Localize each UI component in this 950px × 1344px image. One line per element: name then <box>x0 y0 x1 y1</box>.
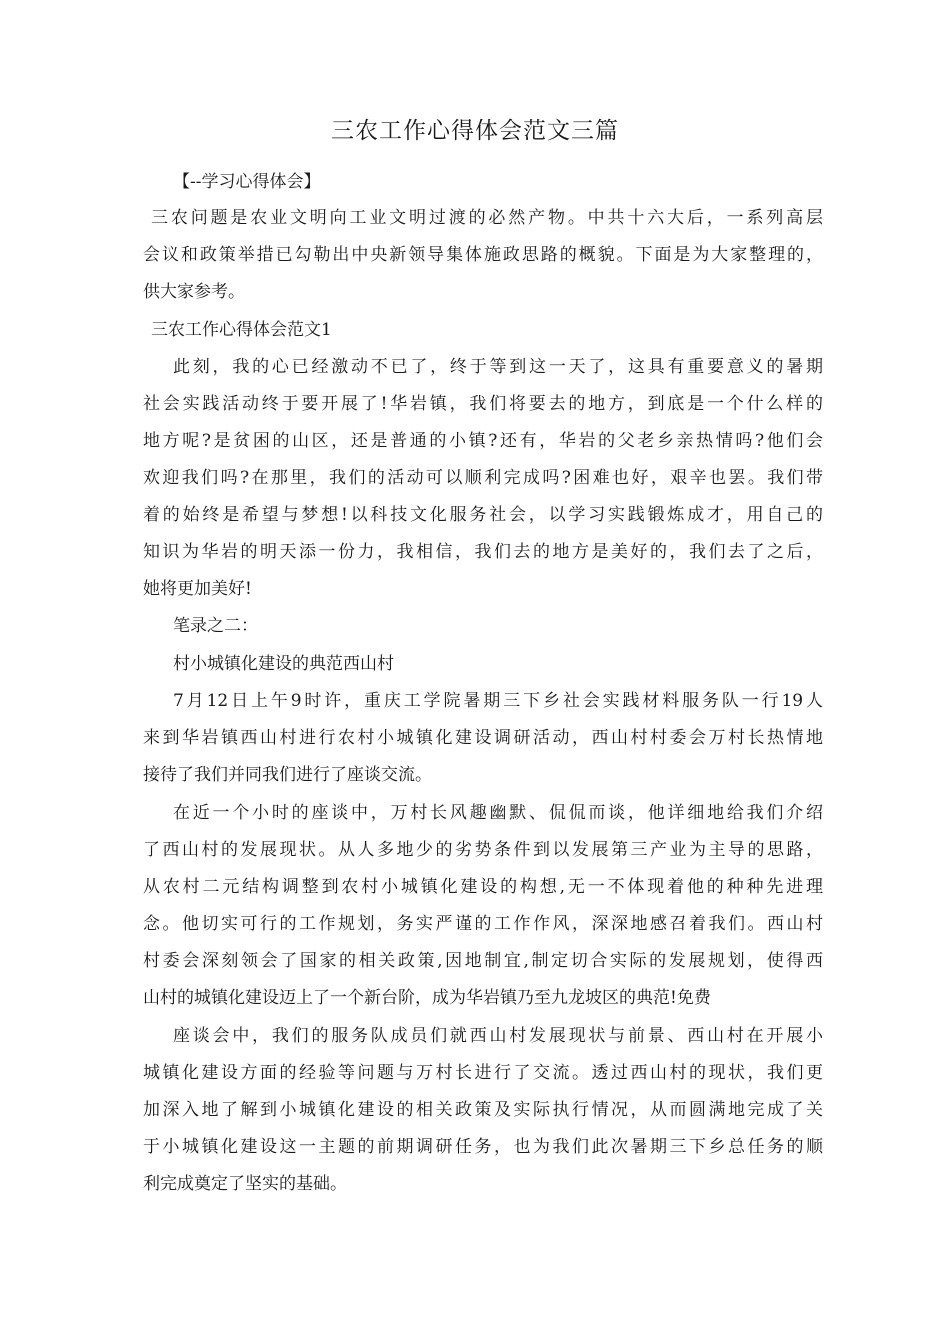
subheading: 村小城镇化建设的典范西山村 <box>173 654 394 674</box>
paragraph-line: 念。他切实可行的工作规划，务实严谨的工作作风，深深地感召着我们。西山村 <box>143 914 823 934</box>
paragraph-line: 在近一个小时的座谈中，万村长风趣幽默、侃侃而谈，他详细地给我们介绍 <box>173 803 823 823</box>
paragraph-line: 欢迎我们吗?在那里，我们的活动可以顺利完成吗?困难也好，艰辛也罢。我们带 <box>143 468 823 488</box>
paragraph-line: 利完成奠定了坚实的基础。 <box>143 1174 347 1194</box>
intro-line: 会议和政策举措已勾勒出中央新领导集体施政思路的概貌。下面是为大家整理的， <box>143 245 823 265</box>
paragraph-line: 着的始终是希望与梦想!以科技文化服务社会，以学习实践锻炼成才，用自己的 <box>143 505 823 525</box>
intro-line: 供大家参考。 <box>143 282 245 302</box>
paragraph-line: 于小城镇化建设这一主题的前期调研任务，也为我们此次暑期三下乡总任务的顺 <box>143 1137 823 1157</box>
paragraph-line: 了西山村的发展现状。从人多地少的劣势条件到以发展第三产业为主导的思路， <box>143 840 823 860</box>
intro-line: 三农问题是农业文明向工业文明过渡的必然产物。中共十六大后，一系列高层 <box>151 208 823 228</box>
paragraph-line: 座谈会中，我们的服务队成员们就西山村发展现状与前景、西山村在开展小 <box>173 1026 823 1046</box>
paragraph-line: 地方呢?是贫困的山区，还是普通的小镇?还有，华岩的父老乡亲热情吗?他们会 <box>143 431 823 451</box>
paragraph-line: 城镇化建设方面的经验等问题与万村长进行了交流。透过西山村的现状，我们更 <box>143 1063 823 1083</box>
paragraph-line: 社会实践活动终于要开展了!华岩镇，我们将要去的地方，到底是一个什么样的 <box>143 394 823 414</box>
paragraph-line: 知识为华岩的明天添一份力，我相信，我们去的地方是美好的，我们去了之后， <box>143 542 823 562</box>
notes-label: 笔录之二： <box>173 616 258 636</box>
paragraph-line: 来到华岩镇西山村进行农村小城镇化建设调研活动，西山村村委会万村长热情地 <box>143 728 823 748</box>
paragraph-line: 此刻，我的心已经激动不已了，终于等到这一天了，这具有重要意义的暑期 <box>173 357 823 377</box>
section-heading: 三农工作心得体会范文1 <box>151 320 332 340</box>
paragraph-line: 接待了我们并同我们进行了座谈交流。 <box>143 765 432 785</box>
category-tag: 【--学习心得体会】 <box>173 172 321 192</box>
paragraph-line: 山村的城镇化建设迈上了一个新台阶，成为华岩镇乃至九龙坡区的典范!免费 <box>143 988 711 1008</box>
paragraph-line: 村委会深刻领会了国家的相关政策,因地制宜,制定切合实际的发展规划，使得西 <box>143 951 823 971</box>
paragraph-line: 她将更加美好! <box>143 579 252 599</box>
paragraph-line: 7月12日上午9时许，重庆工学院暑期三下乡社会实践材料服务队一行19人 <box>173 691 823 711</box>
paragraph-line: 从农村二元结构调整到农村小城镇化建设的构想,无一不体现着他的种种先进理 <box>143 877 823 897</box>
document-title: 三农工作心得体会范文三篇 <box>331 118 619 144</box>
paragraph-line: 加深入地了解到小城镇化建设的相关政策及实际执行情况，从而圆满地完成了关 <box>143 1100 823 1120</box>
